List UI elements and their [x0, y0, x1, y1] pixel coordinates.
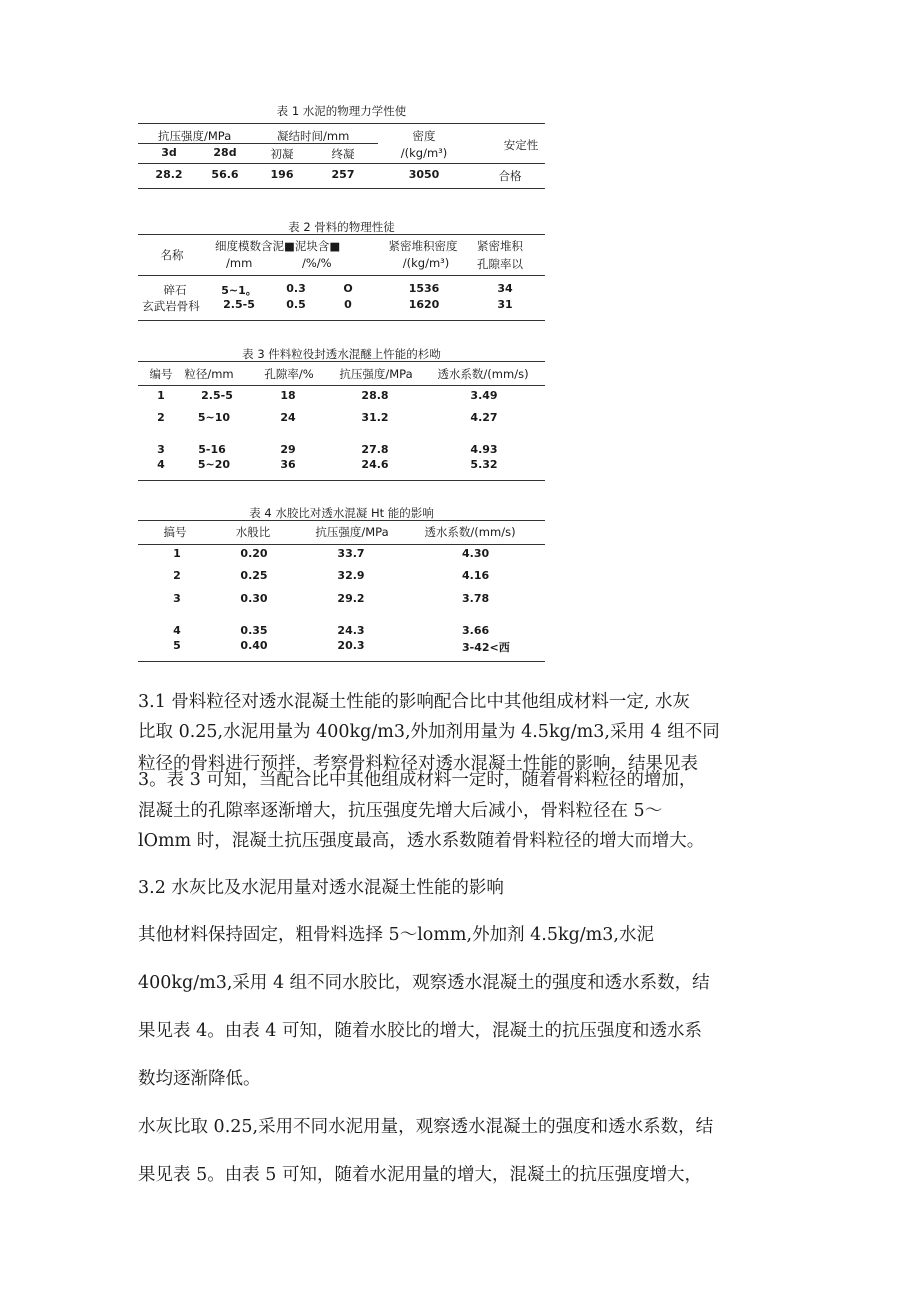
table-1-header-setting-time: 凝结时间/mm	[277, 129, 350, 143]
text-line: 混凝土的孔隙率逐渐增大，抗压强度先增大后减小，骨料粒径在 5～	[138, 801, 663, 821]
table-3-caption: 表 3 件料粒役封透水混醚上忤能的杉呦	[242, 347, 441, 361]
table-cell: 0.35	[240, 624, 268, 637]
table-3-bottom-rule	[138, 480, 545, 481]
table-1-caption: 表 1 水泥的物理力学性使	[276, 104, 407, 118]
table-1-top-rule	[138, 123, 545, 124]
text-line: 其他材料保持固定，粗骨料选择 5～lomm,外加剂 4.5kg/m3,水泥	[138, 925, 654, 945]
table-3-header-porosity: 孔隙率/%	[264, 367, 314, 381]
table-cell: 3050	[408, 168, 440, 181]
table-cell: 2.5-5	[223, 298, 255, 311]
table-cell: 2	[173, 569, 181, 582]
table-3-mid-rule	[138, 385, 545, 386]
table-2-top-rule	[138, 234, 545, 235]
table-1-sub-28d: 28d	[213, 146, 237, 159]
table-cell: 24.6	[361, 458, 389, 471]
table-3-header-no: 编号	[149, 367, 173, 381]
table-cell: 合格	[498, 169, 522, 183]
table-cell: 32.9	[337, 569, 365, 582]
table-1-header-soundness: 安定性	[503, 138, 539, 152]
table-3-header-strength: 抗压强度/MPa	[339, 367, 413, 381]
table-cell: 0.40	[240, 639, 268, 652]
table-cell: 4	[173, 624, 181, 637]
table-2-bottom-rule	[138, 320, 545, 321]
table-cell: 18	[280, 389, 296, 402]
table-cell: 2.5-5	[201, 389, 233, 402]
table-2-header-porosity-unit: 孔隙率以	[477, 257, 523, 271]
table-cell: 玄武岩骨科	[142, 299, 200, 313]
table-cell: 1536	[408, 282, 440, 295]
table-cell: 0.30	[240, 592, 268, 605]
table-2-header-density-unit: /(kg/m³)	[402, 256, 450, 270]
table-cell: 28.2	[155, 168, 183, 181]
table-cell: 56.6	[211, 168, 239, 181]
table-cell: 196	[270, 168, 294, 181]
table-cell: 24	[280, 411, 296, 424]
table-cell: 3.66	[462, 624, 490, 637]
table-cell: 1	[173, 547, 181, 560]
table-cell: 28.8	[361, 389, 389, 402]
table-4-bottom-rule	[138, 661, 545, 662]
table-1-sub-initial: 初凝	[270, 147, 294, 161]
table-cell: 29	[280, 443, 296, 456]
table-4-header-strength: 抗压强度/MPa	[315, 525, 389, 539]
table-cell: 20.3	[337, 639, 365, 652]
table-cell: 29.2	[337, 592, 365, 605]
text-line: 果见表 5。由表 5 可知，随着水泥用量的增大，混凝土的抗压强度增大，	[138, 1165, 702, 1185]
table-cell: 0.25	[240, 569, 268, 582]
table-cell: 3-42<西	[462, 641, 510, 654]
table-cell: O	[343, 282, 353, 295]
table-1-sub-final: 终凝	[331, 147, 355, 161]
table-cell: 0.20	[240, 547, 268, 560]
table-cell: 5-16	[198, 443, 226, 456]
table-3-header-size: 粒径/mm	[184, 367, 234, 381]
table-4-top-rule	[138, 520, 545, 521]
table-2-header-name: 名称	[160, 248, 184, 262]
table-cell: 4.93	[470, 443, 498, 456]
table-cell: 257	[331, 168, 355, 181]
table-2-header-fineness-unit: /mm	[226, 256, 253, 270]
table-4-header-ratio: 水般比	[235, 525, 271, 539]
table-1-header-strength: 抗压强度/MPa	[158, 129, 232, 143]
table-cell: 5~20	[197, 458, 231, 471]
table-cell: 3	[157, 443, 165, 456]
table-cell: 0.3	[286, 282, 306, 295]
table-cell: 4	[157, 458, 165, 471]
table-cell: 3.78	[462, 592, 490, 605]
table-cell: 3.49	[470, 389, 498, 402]
table-cell: 33.7	[337, 547, 365, 560]
table-1-header-density: 密度	[412, 129, 436, 143]
table-2-header-porosity: 紧密堆积	[477, 239, 523, 253]
table-4-caption: 表 4 水胶比对透水混凝 Ht 能的影响	[249, 506, 434, 520]
table-cell: 27.8	[361, 443, 389, 456]
table-1-bottom-rule	[138, 188, 545, 189]
table-cell: 4.27	[470, 411, 498, 424]
table-cell: 2	[157, 411, 165, 424]
table-cell: 31.2	[361, 411, 389, 424]
table-cell: 3	[173, 592, 181, 605]
table-cell: 5	[173, 639, 181, 652]
text-line: 3.1 骨料粒径对透水混凝土性能的影响配合比中其他组成材料一定, 水灰	[138, 692, 691, 712]
text-line: 粒径的骨料进行预拌，考察骨料粒径对透水混凝土性能的影响，结果见表	[138, 754, 698, 774]
table-cell: 31	[497, 298, 513, 311]
table-cell: 24.3	[337, 624, 365, 637]
table-cell: 5~1。	[221, 284, 257, 297]
table-cell: 1620	[408, 298, 440, 311]
table-1-header-density-unit: /(kg/m³)	[400, 146, 448, 160]
table-2-header-density: 紧密堆积密度	[388, 239, 458, 253]
table-cell: 0.5	[286, 298, 306, 311]
table-cell: 36	[280, 458, 296, 471]
table-cell: 4.16	[462, 569, 490, 582]
table-cell: 0	[344, 298, 352, 311]
table-1-mid-rule	[138, 163, 545, 164]
text-line: 水灰比取 0.25,采用不同水泥用量，观察透水混凝土的强度和透水系数，结	[138, 1117, 714, 1137]
text-line: 400kg/m3,采用 4 组不同水胶比，观察透水混凝土的强度和透水系数，结	[138, 973, 710, 993]
text-line: 果见表 4。由表 4 可知，随着水胶比的增大，混凝土的抗压强度和透水系	[138, 1021, 702, 1041]
table-cell: 34	[497, 282, 513, 295]
table-2-mid-rule	[138, 275, 545, 276]
table-cell: 5.32	[470, 458, 498, 471]
table-4-header-permeability: 透水系数/(mm/s)	[424, 525, 516, 539]
table-cell: 碎石	[163, 283, 187, 297]
table-2-header-mud-unit: /%/%	[302, 256, 332, 270]
text-line: lOmm 时，混凝土抗压强度最高，透水系数随着骨料粒径的增大而增大。	[138, 831, 705, 851]
table-cell: 5~10	[197, 411, 231, 424]
section-3-2-heading: 3.2 水灰比及水泥用量对透水混凝土性能的影响	[138, 878, 504, 898]
table-4-header-no: 搞号	[163, 525, 187, 539]
text-line: 数均逐渐降低。	[138, 1069, 261, 1089]
table-cell: 4.30	[462, 547, 490, 560]
table-1-sub-rule	[138, 143, 378, 144]
table-2-caption: 表 2 骨料的物理性徒	[288, 220, 395, 234]
table-3-header-permeability: 透水系数/(mm/s)	[437, 367, 529, 381]
table-1-sub-3d: 3d	[161, 146, 177, 159]
text-line: 3。表 3 可知，当配合比中其他组成材料一定时，随着骨料粒径的增加，	[138, 770, 697, 790]
text-line: 比取 0.25,水泥用量为 400kg/m3,外加剂用量为 4.5kg/m3,采用 4 组不同	[138, 722, 720, 742]
table-cell: 1	[157, 389, 165, 402]
table-2-header-fineness: 细度模数含泥■泥块含■	[215, 239, 341, 253]
table-4-mid-rule	[138, 544, 545, 545]
table-3-top-rule	[138, 361, 545, 362]
